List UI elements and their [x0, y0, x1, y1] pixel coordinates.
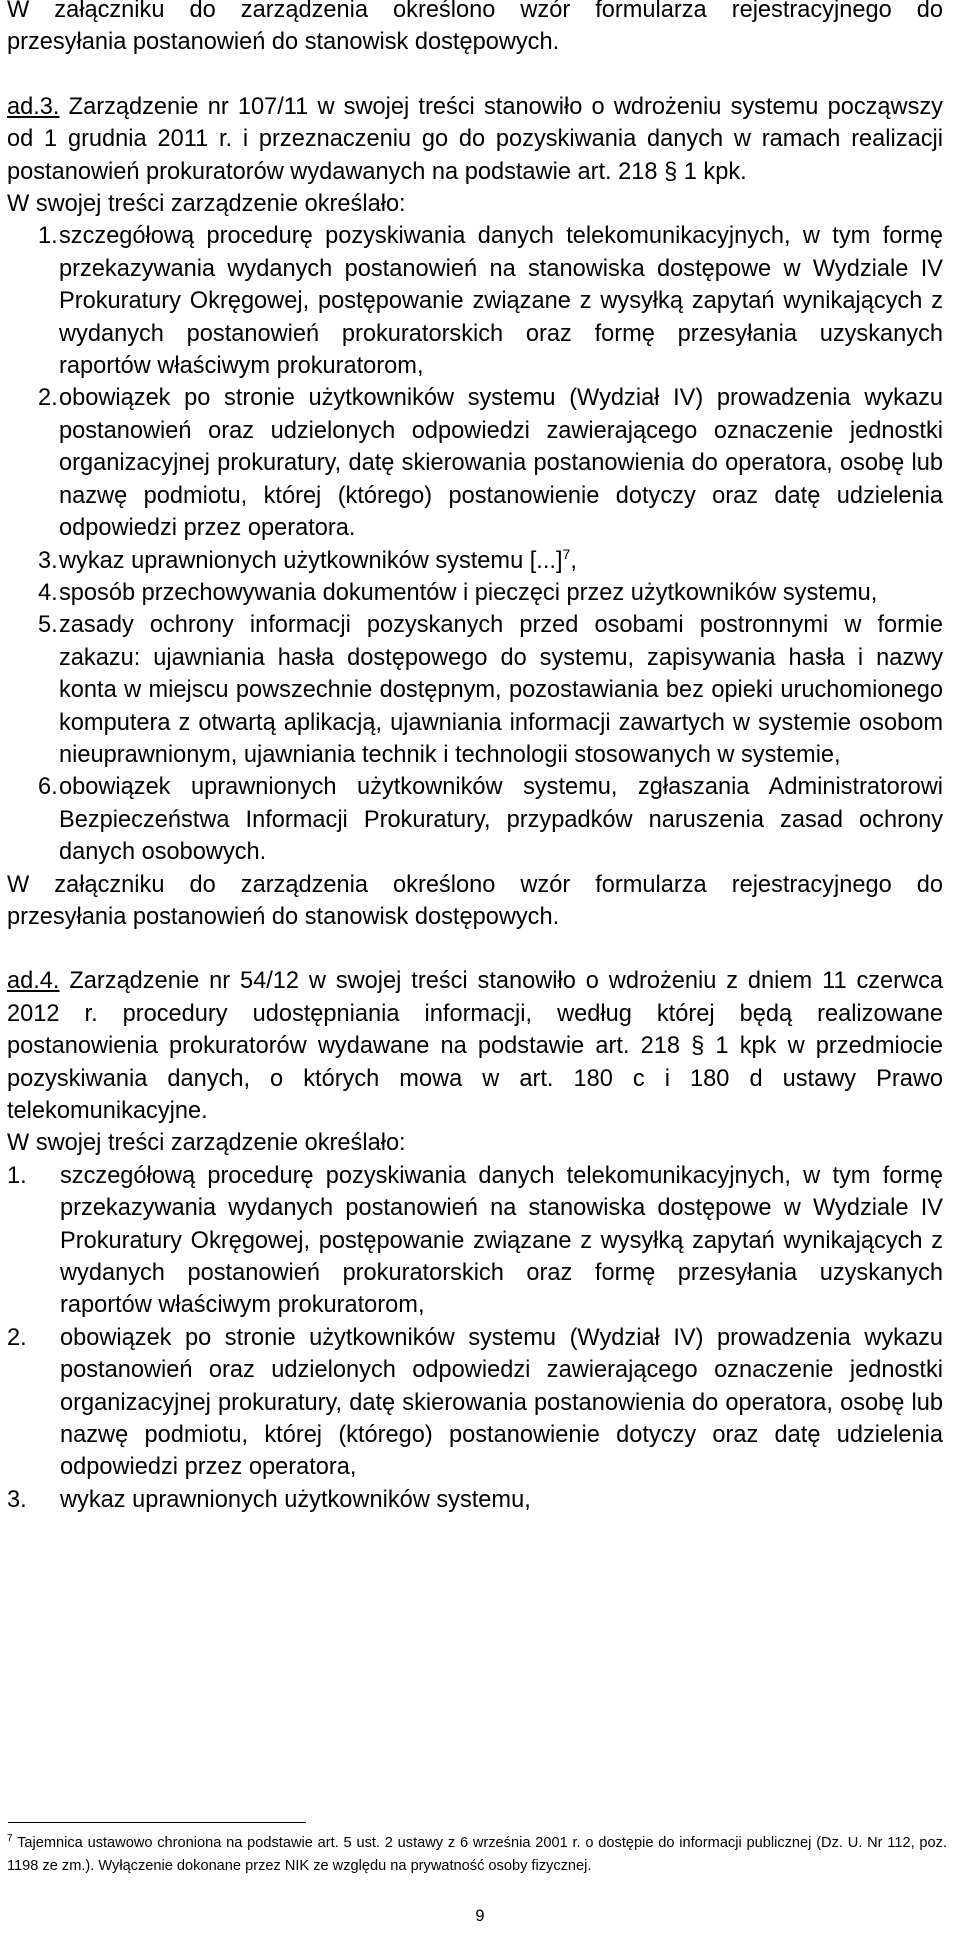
paragraph-gap [7, 59, 943, 91]
ad4-paragraph [7, 965, 943, 1127]
list-item [7, 609, 943, 771]
footnote-separator [8, 1822, 306, 1823]
list-item-text: obowiązek po stronie użytkowników systemu (Wydział IV) prowadzenia wykazu postanowień oraz udzielonych odpowiedzi zawierającego oznaczenie jednostki organizacyjnej prokuratury, datę skierowania postanowienia do operatora, osobę lub nazwę podmiotu, której (którego) postanowienie dotyczy oraz datę udzielenia odpowiedzi przez operatora, [60, 1324, 943, 1481]
list-item-number: 6. [38, 774, 58, 801]
list-item-number: 3. [7, 1486, 27, 1513]
ad3-closing-line-2: przesyłania postanowień do stanowisk dostępowych. [7, 903, 560, 930]
list-item-number: 1. [7, 1162, 27, 1189]
list-item-number: 2. [7, 1324, 27, 1351]
ad3-list [7, 220, 943, 868]
ad4-list [7, 1160, 943, 1516]
list-item [7, 545, 943, 577]
list-item [7, 771, 943, 868]
intro-line-1: W załączniku do zarządzenia określono wzór formularza rejestracyjnego do [7, 0, 943, 23]
list-item-text: wykaz uprawnionych użytkowników systemu [...] [59, 547, 563, 574]
list-item-number: 5. [38, 612, 58, 639]
list-item-text: obowiązek po stronie użytkowników systemu (Wydział IV) prowadzenia wykazu postanowień oraz udzielonych odpowiedzi zawierającego oznaczenie jednostki organizacyjnej prokuratury, datę skierowania postanowienia do operatora, osobę lub nazwę podmiotu, której (którego) postanowienie dotyczy oraz datę udzielenia odpowiedzi przez operatora. [59, 385, 943, 542]
footnote-reference[interactable]: 7 [562, 545, 571, 562]
footnote-mark: 7 [7, 1833, 13, 1845]
list-item-number: 3. [38, 547, 58, 574]
list-item [7, 382, 943, 544]
ad4-label: ad.4. [7, 968, 60, 995]
ad3-text: Zarządzenie nr 107/11 w swojej treści stanowiło o wdrożeniu systemu począwszy od 1 grudnia 2011 r. i przeznaczeniu go do pozyskiwania danych w ramach realizacji postanowień prokuratorów wydawanych na podstawie art. 218 § 1 kpk. [7, 93, 943, 185]
list-item-number: 2. [38, 385, 58, 412]
list-item-text: wykaz uprawnionych użytkowników systemu, [60, 1486, 531, 1513]
list-item-text: szczegółową procedurę pozyskiwania danych telekomunikacyjnych, w tym formę przekazywania wydanych postanowień na stanowiska dostępowe w Wydziale IV Prokuratury Okręgowej, postępowanie związane z wysyłką zapytań wynikających z wydanych postanowień prokuratorskich oraz formę przesyłania uzyskanych raportów właściwym prokuratorom, [59, 223, 943, 380]
footnote [7, 1832, 947, 1877]
list-item-text: sposób przechowywania dokumentów i pieczęci przez użytkowników systemu, [59, 579, 878, 606]
ad3-closing-line-1: W załączniku do zarządzenia określono wzór formularza rejestracyjnego do [7, 871, 943, 898]
ad3-label: ad.3. [7, 93, 60, 120]
list-item [7, 577, 943, 609]
list-item-number: 4. [38, 579, 58, 606]
list-item-text-end: , [570, 547, 577, 574]
list-item-text: szczegółową procedurę pozyskiwania danych telekomunikacyjnych, w tym formę przekazywania wydanych postanowień na stanowiska dostępowe w Wydziale IV Prokuratury Okręgowej, postępowanie związane z wysyłką zapytań wynikających z wydanych postanowień prokuratorskich oraz formę przesyłania uzyskanych raportów właściwym prokuratorom, [60, 1162, 943, 1319]
list-item [7, 1322, 943, 1484]
ad4-text: Zarządzenie nr 54/12 w swojej treści stanowiło o wdrożeniu z dniem 11 czerwca 2012 r. procedury udostępniania informacji, według której będą realizowane postanowienia prokuratorów wydawane na podstawie art. 218 § 1 kpk w przedmiocie pozyskiwania danych, o których mowa w art. 180 c i 180 d ustawy Prawo telekomunikacyjne. [7, 968, 943, 1124]
list-item-text: obowiązek uprawnionych użytkowników systemu, zgłaszania Administratorowi Bezpieczeństwa Informacji Prokuratury, przypadków naruszenia zasad ochrony danych osobowych. [59, 774, 943, 866]
list-item-number: 1. [38, 223, 58, 250]
intro-line-2: przesyłania postanowień do stanowisk dostępowych. [7, 29, 560, 56]
list-item [7, 1160, 943, 1322]
ad3-lead: W swojej treści zarządzenie określało: [7, 191, 406, 218]
page-number: 9 [475, 1907, 485, 1925]
list-item [7, 1484, 943, 1516]
list-item-text: zasady ochrony informacji pozyskanych przed osobami postronnymi w formie zakazu: ujawniania hasła dostępowego do systemu, zapisywania hasła i nazwy konta w miejscu powszechnie dostępnym, pozostawiania bez opieki uruchomionego komputera z otwartą aplikacją, ujawniania informacji zawartych w systemie osobom nieuprawnionym, ujawniania technik i technologii stosowanych w systemie, [59, 612, 943, 768]
ad3-paragraph [7, 91, 943, 188]
paragraph-gap [7, 933, 943, 965]
footnote-text: Tajemnica ustawowo chroniona na podstawie art. 5 ust. 2 ustawy z 6 września 2001 r. o dostępie do informacji publicznej (Dz. U. Nr 112, poz. 1198 ze zm.). Wyłączenie dokonane przez NIK ze względu na prywatność osoby fizycznej. [7, 1835, 947, 1874]
ad4-lead: W swojej treści zarządzenie określało: [7, 1130, 406, 1157]
list-item [7, 220, 943, 382]
document-body [7, 0, 943, 1516]
